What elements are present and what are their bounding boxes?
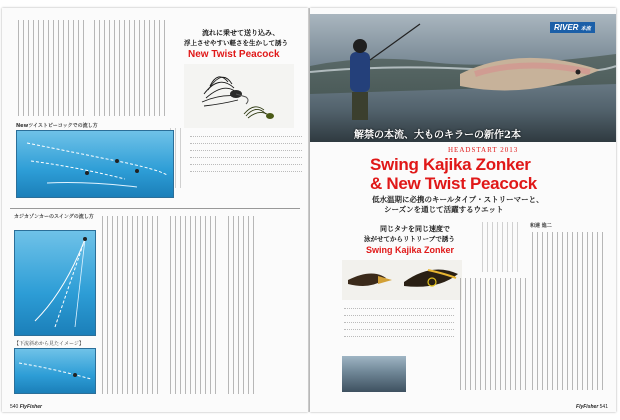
bottom-swing-diagram	[14, 230, 96, 336]
bottom-callout-line1: 同じタナを同じ速度で	[380, 226, 450, 233]
title-line-1: Swing Kajika Zonker	[370, 155, 531, 174]
top-diagram-title: Newツイストピーコックでの流し方	[16, 123, 98, 129]
right-page-number: 541	[599, 404, 608, 410]
left-footer	[10, 404, 42, 410]
right-magazine-name: FlyFisher	[576, 404, 599, 410]
body-text-column	[102, 216, 162, 394]
left-magazine-name: FlyFisher	[19, 404, 42, 410]
author-profile-text	[482, 222, 522, 272]
hero-photo	[310, 14, 616, 142]
right-footer	[576, 404, 608, 410]
photo-headline: 解禁の本流、大ものキラーの新作2本	[354, 130, 521, 141]
body-text-column	[170, 216, 220, 394]
body-text-column	[18, 20, 86, 116]
subtitle-line-2: シーズンを通じて活躍するウエット	[384, 205, 504, 214]
top-callout-line1: 流れに乗せて送り込み、	[202, 30, 280, 37]
body-text-column	[460, 278, 526, 390]
section-divider	[10, 208, 300, 209]
body-text-column	[94, 20, 166, 116]
left-page-number: 540	[10, 404, 19, 410]
author-name: 和達 進二	[530, 223, 552, 229]
left-page	[2, 8, 308, 412]
body-text-column	[532, 232, 604, 390]
top-fly-name: New Twist Peacock	[188, 49, 280, 60]
river-scene-photo	[342, 356, 406, 392]
bottom-recipe-list	[344, 302, 454, 337]
bottom-side-view-diagram	[14, 348, 96, 394]
bottom-diagram-subtitle: 【下流斜めから見たイメージ】	[14, 341, 84, 347]
river-badge-label: RIVER	[554, 23, 579, 32]
bottom-diagram-title: カジカゾンカーのスイングの流し方	[14, 214, 94, 220]
title-line-2: & New Twist Peacock	[370, 174, 537, 193]
kajika-zonker-photo	[342, 260, 462, 300]
river-badge-sub: 本流	[580, 26, 591, 32]
new-twist-peacock-photo	[184, 64, 294, 128]
bottom-callout-line2: 泳がせてからリトリーブで誘う	[364, 236, 455, 243]
right-page	[310, 8, 616, 412]
top-callout-line2: 浮上させやすい軽さを生かして誘う	[184, 40, 288, 47]
fly-illustration	[184, 64, 294, 128]
top-recipe-list	[190, 130, 302, 172]
top-drift-diagram	[16, 130, 174, 198]
bottom-fly-name: Swing Kajika Zonker	[366, 245, 455, 255]
river-badge	[550, 22, 595, 33]
kicker: HEADSTART 2013	[448, 146, 519, 154]
body-text-column	[228, 216, 254, 394]
subtitle-line-1: 低水温期に必携のキールタイプ・ストリーマーと、	[372, 195, 544, 204]
